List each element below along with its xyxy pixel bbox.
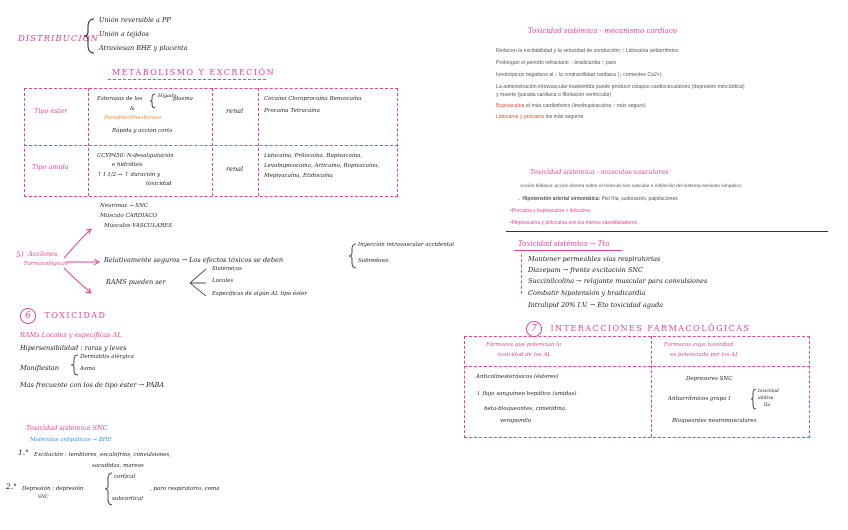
col2-brace [750,388,758,410]
rams-item: Específicas de algún AL tipo éster [212,291,308,297]
tto-underline [514,250,622,251]
toxicidad-title: TOXICIDAD [44,311,107,320]
distribucion-item: Unión reversible a PP [99,16,171,24]
vascular-line2 [516,196,678,202]
tto-title: Toxicidad sistémica → Tto [518,240,610,248]
table-row-divider [24,145,398,146]
acciones-brace-top: Inyección intravascular accidental [358,242,455,248]
dep-tail: , paro respiratorio, coma [150,486,220,492]
amida-drugs-line2: Levobupivacaína, Articaína, Ropivacaína, [264,163,380,169]
acciones-top-item: Músculo CARDIACO [100,213,158,219]
amida-col1-line1: CCYP450: N-desalquilación [97,153,174,159]
exc-line: Excitación : temblores, escalofríos, convulsiones, [34,452,172,458]
amida-col1-line4: toxicidad [146,181,172,187]
cardio-line: Ionotrópicos negativos al ↓ la contractilidad cardiaca (↓ corrientes Ca2+) [496,72,662,78]
col1-item: Anticolinesterásicos (ésteres) [476,374,559,380]
table-col-divider [212,88,213,196]
col2-header-2: es potenciada por los AL [670,352,739,358]
interacciones-header-divider [464,366,810,367]
tto-marker [521,254,522,294]
ester-brace-top: Hígado [158,93,177,99]
table-col-divider [88,88,89,196]
ester-col1-line3: Rápida y acción corta [112,128,173,134]
interacciones-number: 7 [526,321,542,337]
acciones-title-2: Farmacológicas [24,261,68,267]
table-col-divider [258,88,259,196]
tox-manif-item: Asma [80,366,96,372]
col1-header-2: toxicidad de los AL [498,352,552,358]
dep-item: subcortical [112,496,143,502]
distribucion-item: Atraviesan BHE y placenta [99,44,188,52]
col2-item: Antiarrítmicos grupo I [668,396,731,402]
snc-subtitle: Moléculas anfipáticas → BHE [30,437,112,443]
cardio-line: La administración intravascular inadvertida puede producir colapso cardiocirculatorio (depresión miocárdica) [496,84,745,90]
acciones-rams-arrows [188,266,210,300]
rams-title: RAMs Locales y específicas AL [20,331,122,339]
amida-excretion: renal [226,165,244,173]
acciones-line1: Relativamente seguros → Los efectos tóxicos se deben [104,256,284,264]
dep-sub: SNC [38,495,49,500]
ester-amp: & [130,106,135,112]
tox-line1: Hipersensibilidad : raras y leves [20,344,127,352]
vascular-bullet: • Mepivacaína y prilocaína son los menos vasodilatadores [510,220,637,226]
vascular-divider [506,231,828,232]
distribucion-title: DISTRIBUCIÓN [18,34,100,44]
ester-pseudocolinesterasa: Pseudocolinesterasa [104,115,162,121]
ester-drugs-line2: Procaína Tetracaína [264,108,320,114]
dep-line: Depresión : depresión [22,486,84,492]
col1-item: beta-bloqueantes, cimetidina, [484,406,567,412]
interacciones-heading [526,318,751,337]
vascular-line2-tail: Piel fría, sudoración, palpitaciones [600,196,678,202]
amida-drugs-line3: Mepivacaína, Etidocaína [264,173,333,179]
ester-drugs-line1: Cocaína Cloroprocaína Benzocaína [264,96,362,102]
interacciones-title: INTERACCIONES FARMACOLÓGICAS [550,324,751,333]
dep-item: cortical [114,474,136,480]
cardio-line: Prolongan el periodo refractario :: bradicardia :: paro [496,60,617,66]
acciones-top-item: Neuronas → SNC [100,203,149,209]
vascular-bullet: • Procaína y bupivacaína > lidocaína [510,208,590,214]
acciones-line2: RAMS pueden ser [106,278,166,286]
acciones-title-1: Acciones [28,250,58,258]
amida-col1-line2: e hidrólisis [112,162,143,168]
ester-brace [149,93,157,109]
interacciones-col-divider [651,336,652,437]
ester-brace-bottom: plasma [173,96,193,102]
col2-item: Depresores SNC [686,376,733,382]
tto-item: Intralipid 20% I.V. → Eto toxicidad aguda [528,301,664,309]
tox-line3: Más frecuente con los de tipo éster → PABA [20,381,165,389]
tox-manif-item: Dermatitis alérgica [80,354,134,360]
rams-item: Sistémicas [212,266,242,272]
amida-drugs-line1: Lidocaína, Prilocaína, Bupivacaína, [264,153,363,159]
row-amida-label: Tipo amida [32,163,69,171]
acciones-number: 5) [16,250,24,259]
col2-item: Bloqueantes neuromusculares [672,418,757,424]
col2-brace-line: aditiva [758,396,774,401]
col2-brace-line: IIa [764,403,771,408]
rams-item: Locales [212,278,234,284]
cardio-line: y muerte (parada cardiaca o fibrilación ventricular) [496,92,612,98]
col2-header-1: Fármacos cuya toxicidad [664,342,734,348]
cardio-red2: Lidocaína y procaína [496,114,545,120]
acciones-arrows [60,222,106,302]
tto-item: Mantener permeables vías respiratorias [528,255,661,263]
cardio-red2-tail: los más seguros [544,114,584,120]
cardio-red1: Bupivacaína [496,103,525,109]
cardio-red2-row [496,114,583,120]
tto-item: Succinilcolina → relajante muscular para convulsiones [528,277,708,285]
metabolismo-title: METABOLISMO Y EXCRECIÓN [112,68,276,77]
cardio-title: Toxicidad sistémica - mecanismo cardiaco [528,27,677,35]
toxicidad-heading [20,305,106,324]
col1-item: ↓ flujo sanguíneo hepático (amidas) [476,391,577,397]
tto-item: Diazepam → frente excitación SNC [528,266,644,274]
toxicidad-number: 6 [20,308,36,324]
amida-col1-line3: ↑ t 1/2 → ↑ duración y [97,172,161,178]
acciones-top-item: Músculos VASCULARES [104,223,172,229]
acciones-brace-bottom: Sobredosis [358,258,389,264]
tto-item: Combatir hipotensión y bradicardia [528,289,646,297]
acciones-brace-1 [348,243,358,269]
vascular-line1: Acción bifásica: acción directa sobre el músculo liso vascular e inhibición del sistema nervioso simpático [520,184,742,189]
metabolismo-table [24,88,398,197]
tox-manif-brace [70,354,80,376]
dep-number: 2.° [6,482,17,491]
vascular-title: Toxicidad sistémica - músculos vasculares [530,168,669,176]
cardio-line: Reducen la excitabilidad y la velocidad de conducción :: Lidocaína antiarrítmico [496,48,679,54]
distribucion-item: Unión a tejidos [99,30,149,38]
cardio-red1-tail: el más cardiotóxico (levobupivacaína :: más seguro) [524,103,646,109]
exc-line2: sacudidas, mareos [92,463,144,469]
row-ester-label: Tipo éster [34,107,68,115]
col2-brace-line: toxicidad [758,389,779,394]
col1-header-1: Fármacos que potencian la [486,342,562,348]
exc-number: 1.° [18,448,29,457]
tox-manif: Manifiestan [20,364,59,372]
metabolismo-underline [108,79,266,80]
ester-excretion: renal [226,107,244,115]
vascular-line2-bold: → Hipotensión arterial sintomática: [516,196,601,202]
col1-item: verapamilo [500,418,532,424]
distribucion-brace [84,17,98,55]
snc-title: Toxicidad sistémica SNC [26,424,108,432]
cardio-red1-row [496,103,646,109]
ester-col1-line1: Esterasas de los [97,96,143,102]
